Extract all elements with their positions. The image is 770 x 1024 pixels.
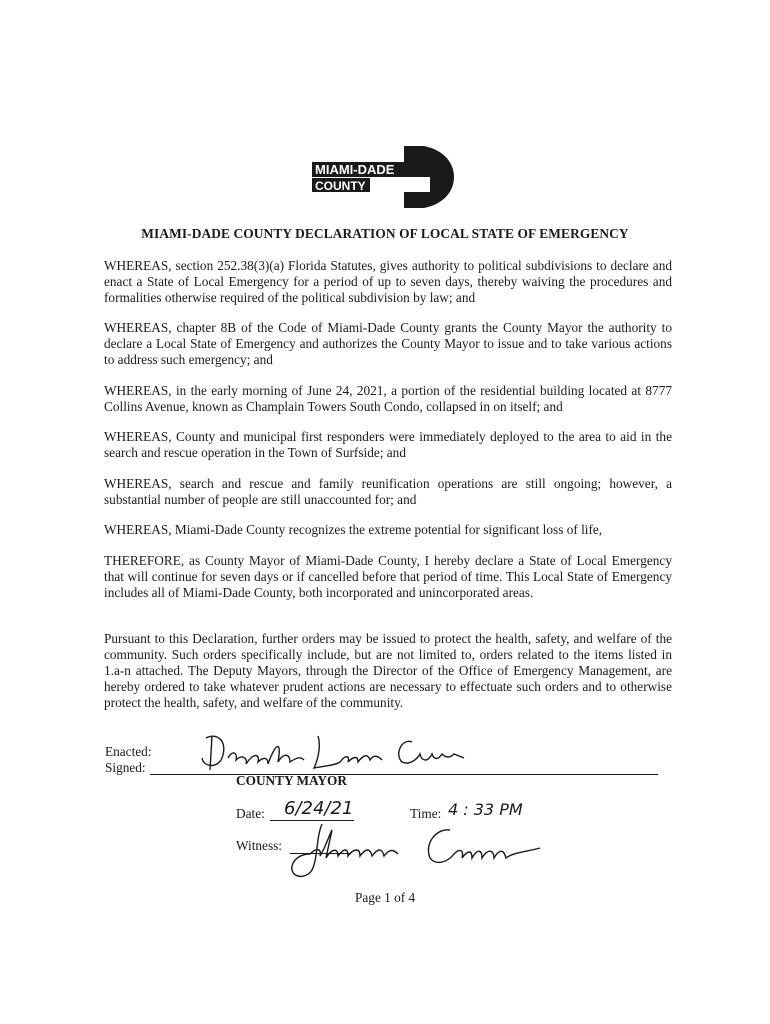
witness-label: Witness: (236, 838, 283, 853)
signed-label: Signed: (105, 760, 146, 775)
therefore-paragraph: THEREFORE, as County Mayor of Miami-Dade County, I hereby declare a State of Local Emergency that will continue for seven days or if cancelled before that period of time. This Local State of Emergency includes all of Miami-Dade County, both incorporated and unincorporated areas. (104, 553, 672, 600)
logo-text-county: COUNTY (315, 179, 366, 193)
page-number: Page 1 of 4 (355, 890, 416, 905)
mayor-signature (198, 728, 468, 776)
time-handwritten: 4 : 33 PM (448, 800, 523, 819)
county-mayor-title: COUNTY MAYOR (236, 773, 347, 788)
date-label: Date: (236, 806, 265, 821)
whereas-paragraph-6: WHEREAS, Miami-Dade County recognizes the extreme potential for significant loss of life, (104, 522, 603, 537)
date-handwritten: 6/24/21 (284, 798, 354, 819)
time-label: Time: (410, 806, 442, 821)
whereas-paragraph-5: WHEREAS, search and rescue and family reunification operations are still ongoing; however, a substantial number of people are still unaccounted for; and (104, 476, 672, 507)
whereas-paragraph-2: WHEREAS, chapter 8B of the Code of Miami-Dade County grants the County Mayor the authority to declare a Local State of Emergency and authorizes the County Mayor to issue and to take various actions to address such emergency; and (104, 320, 672, 367)
whereas-paragraph-1: WHEREAS, section 252.38(3)(a) Florida Statutes, gives authority to political subdivisions to declare and enact a State of Local Emergency for a period of up to seven days, thereby waiving the procedures and formalities otherwise required of the political subdivision by law; and (104, 258, 672, 305)
whereas-paragraph-3: WHEREAS, in the early morning of June 24, 2021, a portion of the residential building located at 8777 Collins Avenue, known as Champlain Towers South Condo, collapsed in on itself; and (104, 383, 672, 414)
enacted-label: Enacted: (105, 744, 152, 759)
witness-signature (282, 818, 562, 882)
miami-dade-county-logo (312, 146, 454, 208)
pursuant-paragraph: Pursuant to this Declaration, further orders may be issued to protect the health, safety, and welfare of the community. Such orders specifically include, but are not limited to, orders related to the items listed in 1.a-n attached. The Deputy Mayors, through the Director of the Office of Emergency Management, are hereby ordered to take whatever prudent actions are necessary to effectuate such orders and to otherwise protect the health, safety, and welfare of the community. (104, 631, 672, 710)
whereas-paragraph-4: WHEREAS, County and municipal first responders were immediately deployed to the area to aid in the search and rescue operation in the Town of Surfside; and (104, 429, 672, 460)
document-title: MIAMI-DADE COUNTY DECLARATION OF LOCAL STATE OF EMERGENCY (141, 226, 629, 241)
logo-text-miami-dade: MIAMI-DADE (315, 162, 395, 177)
